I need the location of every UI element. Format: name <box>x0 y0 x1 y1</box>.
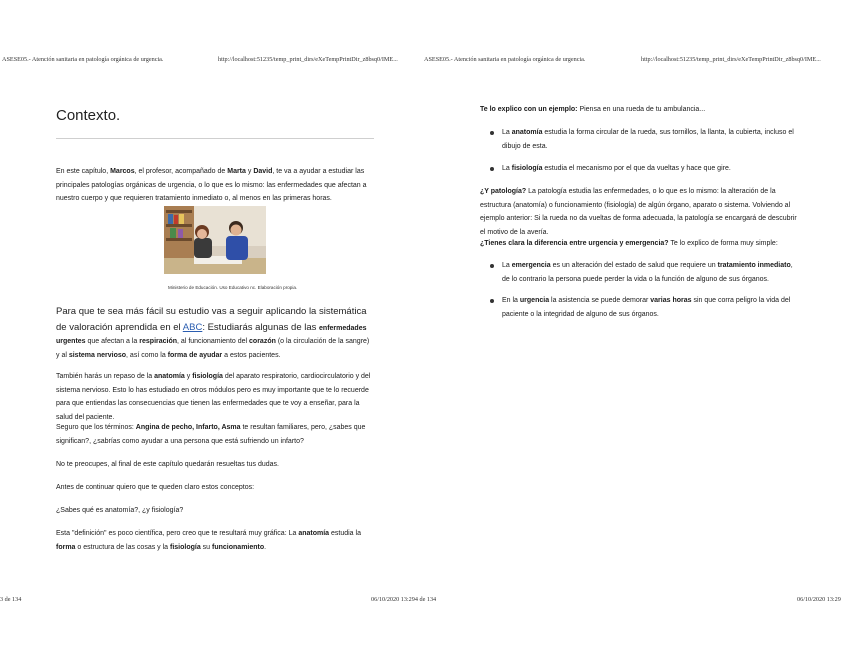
abc-link[interactable]: ABC <box>182 321 203 333</box>
print-footer-left: 3 de 134 <box>0 596 22 603</box>
photo-caption: Ministerio de Educación. Uso Educativo nc. Elaboración propia. <box>168 285 298 290</box>
print-footer-center: 06/10/2020 13:294 de 134 <box>371 596 437 603</box>
concepts-intro-paragraph: Antes de continuar quiero que te queden claro estos conceptos: <box>56 484 255 491</box>
print-header-right-url: http://localhost:51235/temp_print_dirs/eXeTempPrintDir_z8bsq0/IME... <box>641 56 821 63</box>
photo-illustration <box>164 206 266 274</box>
example-lead: Te lo explico con un ejemplo: Piensa en una rueda de tu ambulancia... <box>480 106 706 113</box>
abc-paragraph: Para que te sea más fácil su estudio vas a seguir aplicando la sistemática de valoración aprendida en el ABC: Estudiarás algunas de las enfermedades urgentes que afectan a la respiración, al funcionamiento del corazón (o la circulación de la sangre) y al sistema nervioso, así como la forma de ayudar a estos pacientes. <box>56 306 370 359</box>
list-item: La anatomía estudia la forma circular de la rueda, sus tornillos, la llanta, la cubierta, incluso el dibujo de esta. <box>480 126 798 153</box>
pathology-paragraph: ¿Y patología? La patología estudia las enfermedades, o lo que es lo mismo: la alteración de la estructura (anatomía) o funcionamiento (fisiología) de algún órgano, aparato o sistema. Volviendo al ejemplo anterior: Si la rueda no da vueltas de forma adecuada, la patología se encargará de descubrir el motivo de la avería. <box>480 188 797 236</box>
print-footer-right: 06/10/2020 13:29 <box>797 596 841 603</box>
print-header-left-url: http://localhost:51235/temp_print_dirs/eXeTempPrintDir_z8bsq0/IME... <box>218 56 398 63</box>
wheel-example-list <box>480 126 798 176</box>
list-item: En la urgencia la asistencia se puede demorar varias horas sin que corra peligro la vida del paciente o la integridad de alguno de sus órganos. <box>480 294 798 321</box>
classroom-photo <box>164 206 266 274</box>
definition-paragraph: Esta "definición" es poco científica, pero creo que te resultará muy gráfica: La anatomía estudia la forma o estructura de las cosas y la fisiología su funcionamiento. <box>56 530 361 551</box>
intro-paragraph: En este capítulo, Marcos, el profesor, acompañado de Marta y David, te va a ayudar a estudiar las principales patologías orgánicas de urgencia, o lo que es lo mismo: las enfermedades que afectan a nuestro cuerpo y que requieren tratamiento inmediato o, al menos en las primeras horas. <box>56 168 367 202</box>
print-header-left-title: ASESE05.- Atención sanitaria en patología orgánica de urgencia. <box>2 56 164 63</box>
title-divider <box>56 138 374 139</box>
difference-paragraph: ¿Tienes clara la diferencia entre urgencia y emergencia? Te lo explico de forma muy simple: <box>480 240 778 247</box>
terms-paragraph: Seguro que los términos: Angina de pecho, Infarto, Asma te resultan familiares, pero, ¿sabes que significan?, ¿sabrías como ayudar a una persona que está sufriendo un infarto? <box>56 424 366 445</box>
print-header-right-title: ASESE05.- Atención sanitaria en patología orgánica de urgencia. <box>424 56 586 63</box>
urgency-list <box>480 259 798 321</box>
question-paragraph: ¿Sabes qué es anatomía?, ¿y fisiología? <box>56 507 184 514</box>
page-title: Contexto. <box>56 107 121 124</box>
bullet-icon <box>490 264 494 268</box>
list-item: La emergencia es un alteración del estado de salud que requiere un tratamiento inmediato, de lo contrario la persona puede perder la vida o la función de alguno de sus órganos. <box>480 259 798 286</box>
anatomy-review-paragraph: También harás un repaso de la anatomía y fisiología del aparato respiratorio, cardiocirculatorio y del sistema nervioso. Esto lo has estudiado en otros módulos pero es muy importante que te lo recuerde para que entiendas las consecuencias que tienen las enfermedades que te voy a enseñar, para la salud del paciente. <box>56 373 371 421</box>
bullet-icon <box>490 299 494 303</box>
bullet-icon <box>490 131 494 135</box>
bullet-icon <box>490 167 494 171</box>
reassurance-paragraph: No te preocupes, al final de este capítulo quedarán resueltas tus dudas. <box>56 461 279 468</box>
list-item: La fisiología estudia el mecanismo por el que da vueltas y hace que gire. <box>480 162 798 176</box>
